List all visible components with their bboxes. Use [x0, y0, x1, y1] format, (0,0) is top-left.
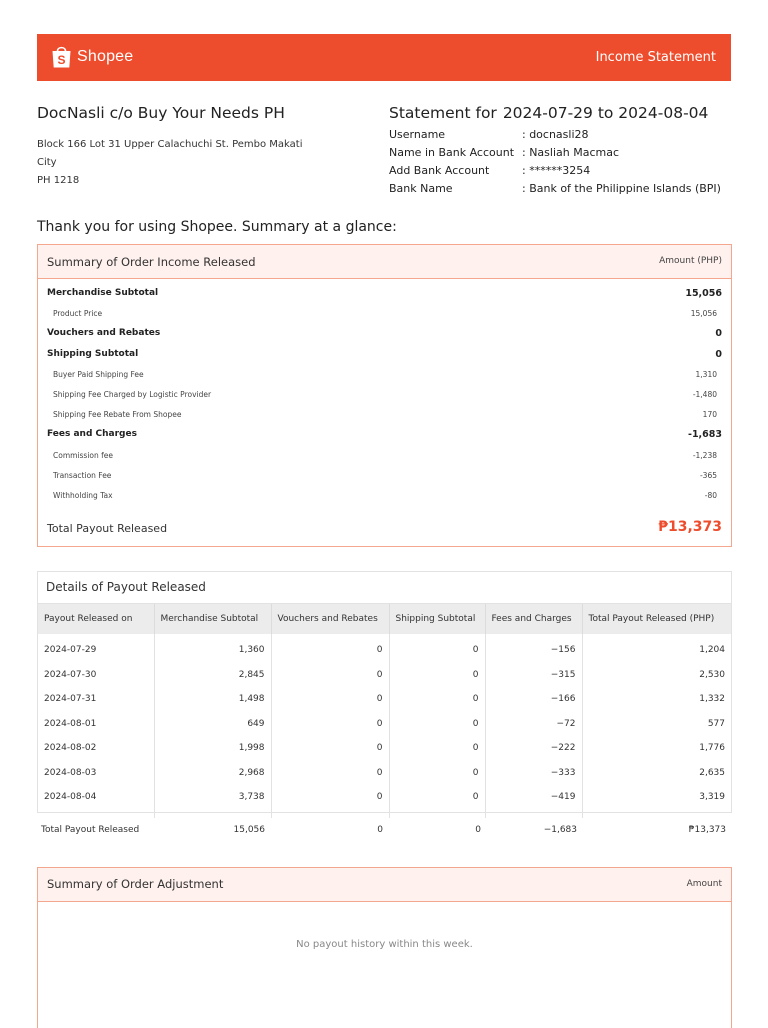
- income-line: [38, 364, 731, 384]
- table-cell: 0: [389, 687, 485, 712]
- table-cell: 0: [389, 712, 485, 737]
- statement-title: [389, 104, 714, 122]
- income-line-value: 0: [715, 348, 722, 360]
- income-line: [38, 404, 731, 424]
- income-line: [38, 445, 731, 465]
- table-cell: 0: [271, 785, 389, 810]
- total-payout-label: Total Payout Released: [47, 522, 168, 535]
- address-line: City: [37, 157, 57, 168]
- table-cell: −72: [485, 712, 582, 737]
- total-payout-value: ₱13,373: [658, 519, 722, 535]
- table-cell: 1,998: [154, 736, 271, 761]
- table-cell: 0: [271, 712, 389, 737]
- table-cell: 1,204: [699, 645, 725, 656]
- income-line-label: Merchandise Subtotal: [47, 288, 159, 298]
- statement-title-prefix: Statement for: [389, 104, 497, 122]
- address-line: PH 1218: [37, 175, 80, 186]
- totals-value: ₱13,373: [688, 825, 726, 835]
- table-cell: 3,738: [154, 785, 271, 810]
- section-title: Summary of Order Adjustment: [47, 877, 224, 891]
- table-cell: 2,635: [699, 767, 725, 778]
- income-line-value: 15,056: [685, 288, 722, 299]
- page-title: Income Statement: [595, 50, 716, 65]
- table-cell: 2,530: [699, 669, 725, 680]
- table-cell: −166: [485, 687, 582, 712]
- table-cell: 2024-08-03: [38, 761, 154, 786]
- info-label: Add Bank Account: [389, 164, 490, 177]
- table-cell: [389, 810, 485, 818]
- order-income-header: [38, 245, 731, 279]
- info-value: : ******3254: [522, 164, 591, 177]
- column-header: Payout Released on: [38, 604, 154, 634]
- table-row: [38, 663, 731, 688]
- total-payout-row: [38, 510, 731, 546]
- table-cell: 2024-08-01: [38, 712, 154, 737]
- table-cell: 0: [271, 687, 389, 712]
- table-cell: [582, 810, 731, 818]
- column-header: Shipping Subtotal: [389, 604, 485, 634]
- table-cell: [154, 810, 271, 818]
- statement-period: 2024-07-29 to 2024-08-04: [502, 104, 709, 122]
- income-line-value: -1,480: [692, 389, 717, 399]
- income-line-value: -365: [699, 470, 717, 480]
- income-line-value: 15,056: [690, 309, 717, 319]
- table-cell: 2,845: [154, 663, 271, 688]
- address-line: Block 166 Lot 31 Upper Calachuchi St. Pembo Makati: [37, 139, 303, 150]
- payout-totals-row: [37, 822, 730, 838]
- summary-intro: Thank you for using Shopee. Summary at a glance:: [37, 219, 397, 235]
- brand-name: Shopee: [77, 47, 134, 65]
- income-line-label: Commission fee: [53, 450, 114, 460]
- table-cell: 2,968: [154, 761, 271, 786]
- income-line-value: 0: [715, 328, 722, 340]
- seller-name: DocNasli c/o Buy Your Needs PH: [37, 104, 285, 122]
- order-adjustment-header: [38, 868, 731, 902]
- table-cell: 2024-08-04: [38, 785, 154, 810]
- table-cell: 0: [271, 761, 389, 786]
- income-line-value: -1,238: [692, 450, 717, 460]
- column-header: Fees and Charges: [485, 604, 582, 634]
- table-cell: 2024-07-29: [38, 634, 154, 663]
- table-row: [38, 712, 731, 737]
- table-cell: 1,360: [154, 634, 271, 663]
- svg-text:S: S: [57, 53, 66, 67]
- income-line-label: Transaction Fee: [53, 470, 112, 480]
- table-cell: 2024-08-02: [38, 736, 154, 761]
- income-line-value: 1,310: [695, 369, 717, 379]
- table-row: [38, 634, 731, 663]
- income-line-label: Buyer Paid Shipping Fee: [53, 369, 144, 379]
- income-line-label: Vouchers and Rebates: [47, 328, 161, 339]
- income-line: [38, 424, 731, 444]
- table-cell: −222: [485, 736, 582, 761]
- totals-value: 0: [475, 825, 481, 835]
- info-value: : docnasli28: [522, 128, 589, 141]
- section-title: Details of Payout Released: [46, 580, 206, 594]
- income-line: [38, 344, 731, 364]
- shopee-logo: [51, 44, 133, 69]
- payout-details: [37, 571, 732, 813]
- seller-address: [37, 136, 327, 190]
- info-value: : Bank of the Philippine Islands (BPI): [522, 182, 721, 195]
- income-line: [38, 283, 731, 303]
- table-row: [38, 761, 731, 786]
- amount-header: Amount: [686, 879, 722, 889]
- table-cell: [485, 810, 582, 818]
- income-line-label: Fees and Charges: [47, 429, 137, 440]
- column-header: Merchandise Subtotal: [154, 604, 271, 634]
- table-cell: 2024-07-31: [38, 687, 154, 712]
- income-line-value: 170: [702, 410, 717, 420]
- table-filler-row: [38, 810, 731, 818]
- table-cell: 0: [389, 785, 485, 810]
- table-cell: 2024-07-30: [38, 663, 154, 688]
- totals-label: Total Payout Released: [41, 825, 140, 835]
- table-cell: 1,332: [699, 694, 725, 705]
- info-value: : Nasliah Macmac: [522, 146, 620, 159]
- table-cell: −419: [485, 785, 582, 810]
- table-cell: −315: [485, 663, 582, 688]
- table-cell: −156: [485, 634, 582, 663]
- table-cell: 0: [389, 736, 485, 761]
- income-line-label: Withholding Tax: [53, 490, 113, 500]
- income-line-label: Product Price: [53, 309, 103, 319]
- table-cell: 1,498: [154, 687, 271, 712]
- income-line: [38, 465, 731, 485]
- table-cell: [271, 810, 389, 818]
- table-cell: [38, 810, 154, 818]
- table-cell: 0: [389, 761, 485, 786]
- income-line-label: Shipping Subtotal: [47, 348, 139, 359]
- order-adjustment-summary: [37, 867, 732, 1028]
- income-line: [38, 323, 731, 343]
- income-line-label: Shipping Fee Rebate From Shopee: [53, 410, 182, 420]
- info-label: Username: [389, 128, 446, 141]
- income-line-value: -1,683: [688, 429, 722, 441]
- totals-value: −1,683: [543, 825, 577, 835]
- table-cell: 0: [271, 663, 389, 688]
- payout-table: [38, 604, 731, 818]
- table-cell: 577: [707, 718, 725, 729]
- order-income-summary: [37, 244, 732, 547]
- totals-value: 0: [377, 825, 383, 835]
- header-bar: [37, 34, 731, 81]
- info-label: Bank Name: [389, 182, 453, 195]
- income-line: [38, 485, 731, 505]
- income-line: [38, 384, 731, 404]
- table-cell: 649: [154, 712, 271, 737]
- table-header-row: [38, 604, 731, 634]
- section-title: Summary of Order Income Released: [47, 255, 256, 269]
- table-cell: −333: [485, 761, 582, 786]
- table-cell: 0: [389, 663, 485, 688]
- table-cell: 3,319: [699, 792, 725, 803]
- column-header: Vouchers and Rebates: [271, 604, 389, 634]
- table-cell: 0: [271, 736, 389, 761]
- info-label: Name in Bank Account: [389, 146, 515, 159]
- payout-details-header: [38, 572, 731, 604]
- amount-header: Amount (PHP): [659, 256, 722, 266]
- table-cell: 0: [271, 634, 389, 663]
- table-row: [38, 687, 731, 712]
- income-line-label: Shipping Fee Charged by Logistic Provider: [53, 389, 212, 399]
- shopping-bag-icon: [51, 44, 72, 69]
- totals-value: 15,056: [233, 825, 265, 835]
- income-line: [38, 303, 731, 323]
- column-header: Total Payout Released (PHP): [582, 604, 731, 634]
- income-lines: [38, 283, 731, 505]
- income-line-value: -80: [704, 490, 717, 500]
- empty-state-message: No payout history within this week.: [296, 939, 473, 950]
- table-row: [38, 736, 731, 761]
- table-cell: 0: [389, 634, 485, 663]
- table-cell: 1,776: [699, 743, 725, 754]
- table-row: [38, 785, 731, 810]
